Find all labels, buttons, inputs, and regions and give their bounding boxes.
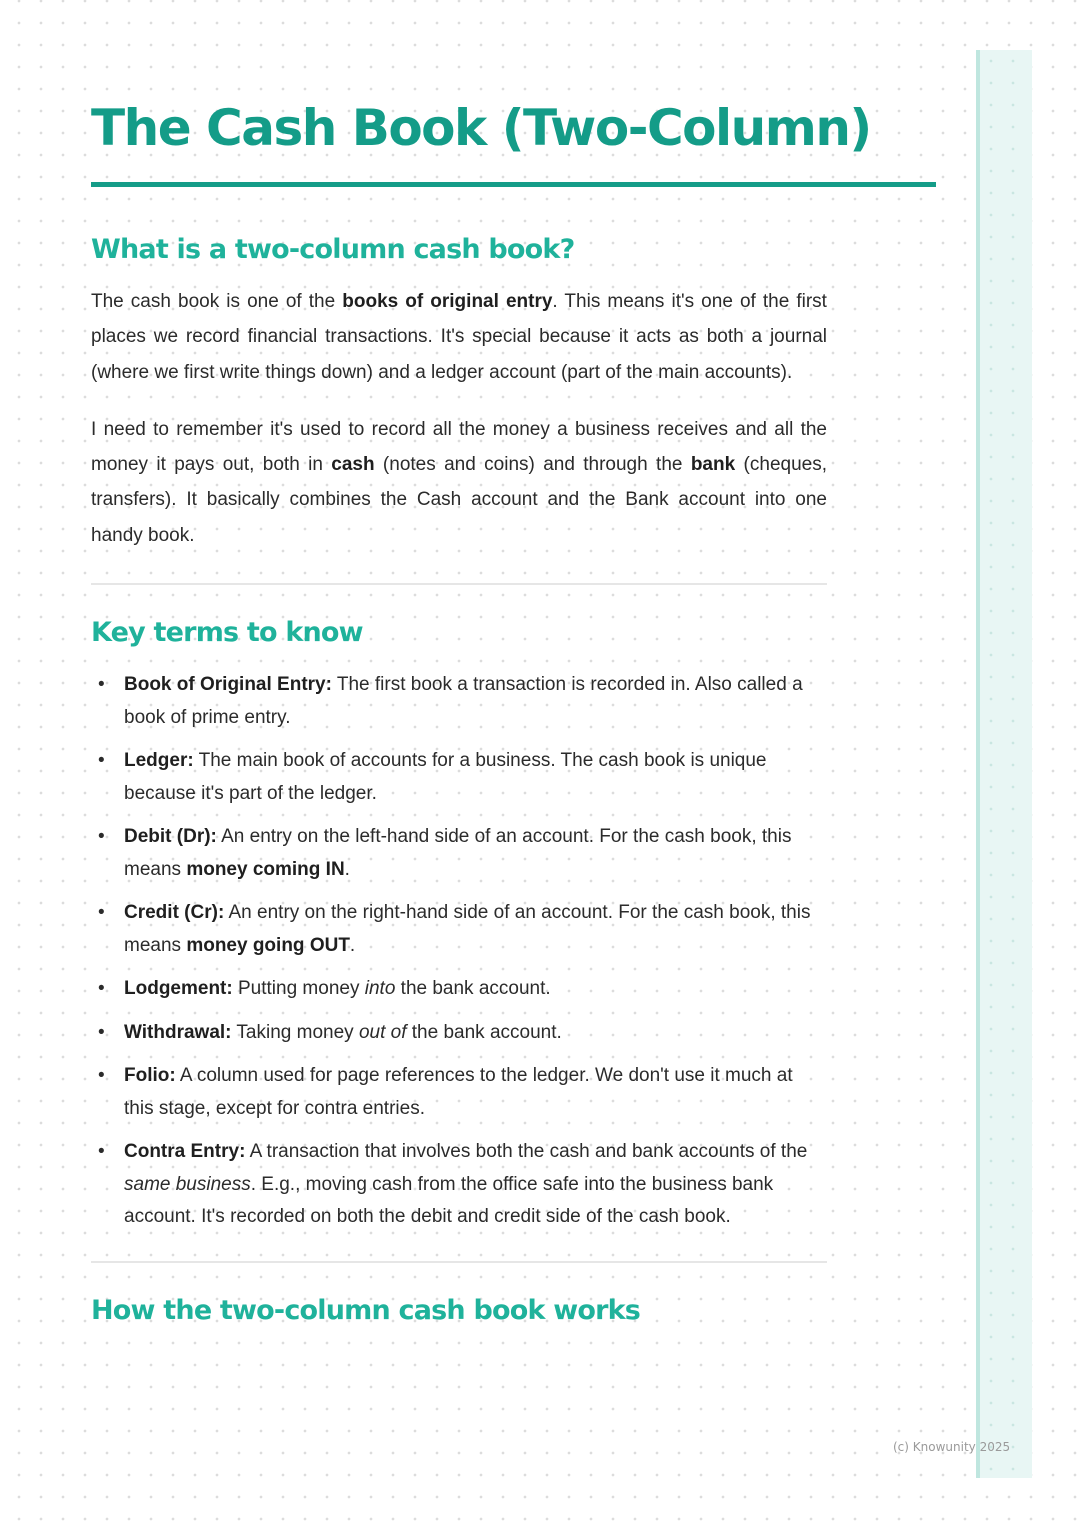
text-run: The cash book is one of the xyxy=(91,291,343,312)
list-item xyxy=(91,973,827,1006)
section-heading-what-is: What is a two-column cash book? xyxy=(91,234,575,265)
bold-text: Folio: xyxy=(124,1065,176,1087)
list-item xyxy=(91,897,827,962)
bold-text: Credit (Cr): xyxy=(124,902,225,924)
bullet-icon: • xyxy=(98,902,105,924)
text-run: . E.g., moving cash from the office safe into the business bank account. It's recorded on both the debit and credit side of the cash book. xyxy=(124,1173,774,1228)
text-run: I need to remember it's used to record all the money a business receives and all the money it pays out, both in xyxy=(91,418,827,476)
section-heading-key-terms: Key terms to know xyxy=(91,617,363,649)
text-run: (cheques, transfers). It basically combines the Cash account and the Bank account into one handy book. xyxy=(91,454,827,546)
term-text xyxy=(124,978,551,999)
list-item xyxy=(91,1017,827,1050)
text-run: . xyxy=(349,934,356,956)
section-key-terms xyxy=(91,611,827,1234)
title-underline xyxy=(91,182,936,187)
term-text xyxy=(124,750,767,804)
term-text xyxy=(124,1141,807,1227)
section-what-is xyxy=(91,228,827,553)
page-title: The Cash Book (Two-Column) xyxy=(91,99,871,157)
bullet-icon: • xyxy=(98,750,105,772)
bold-text: money coming IN xyxy=(186,858,345,880)
text-run: An entry on the left-hand side of an account. For the cash book, this means xyxy=(124,826,792,880)
list-item xyxy=(91,1136,827,1234)
paragraph xyxy=(91,284,827,390)
text-run: the bank account. xyxy=(395,978,551,1000)
text-run: . This means it's one of the first places we record financial transactions. It's special because it acts as both a journal (where we first write things down) and a ledger account (part of the main accounts). xyxy=(91,291,827,383)
section-divider xyxy=(91,1261,827,1263)
key-terms-list xyxy=(91,669,827,1234)
term-text xyxy=(124,826,791,880)
text-run: A transaction that involves both the cash and bank accounts of the xyxy=(245,1141,808,1163)
bullet-icon: • xyxy=(98,1021,105,1043)
bold-text: books of original entry xyxy=(342,291,553,312)
bold-text: money going OUT xyxy=(186,934,350,956)
text-run: Taking money xyxy=(231,1021,359,1043)
copyright-notice: (c) Knowunity 2025 xyxy=(893,1440,1011,1454)
text-run: Putting money xyxy=(232,978,365,1000)
italic-text: out of xyxy=(358,1021,407,1043)
bullet-icon: • xyxy=(98,978,105,1000)
text-run: A column used for page references to the ledger. We don't use it much at this stage, except for contra entries. xyxy=(124,1065,793,1119)
text-run: . xyxy=(344,858,350,880)
list-item xyxy=(91,821,827,886)
text-run: the bank account. xyxy=(406,1021,562,1043)
content-body xyxy=(91,228,827,1333)
term-text xyxy=(124,1065,793,1119)
section-how-it-works xyxy=(91,1289,827,1333)
bullet-icon: • xyxy=(98,1065,105,1087)
term-text xyxy=(124,1022,562,1043)
term-text xyxy=(124,902,810,956)
bold-text: Lodgement: xyxy=(124,978,233,1000)
bullet-icon: • xyxy=(98,674,105,696)
bold-text: Ledger: xyxy=(124,750,194,772)
bold-text: bank xyxy=(690,454,736,476)
text-run: The main book of accounts for a business. The cash book is unique because it's part of the ledger. xyxy=(124,750,767,804)
term-text xyxy=(124,674,803,728)
bullet-icon: • xyxy=(98,826,105,848)
bold-text: Book of Original Entry: xyxy=(124,674,332,696)
bold-text: cash xyxy=(331,454,375,476)
side-margin-panel xyxy=(976,50,1032,1478)
paragraph xyxy=(91,412,827,553)
list-item xyxy=(91,669,827,734)
italic-text: into xyxy=(364,978,396,1000)
text-run: The first book a transaction is recorded in. Also called a book of prime entry. xyxy=(124,674,803,728)
bold-text: Contra Entry: xyxy=(124,1141,246,1163)
italic-text: same business xyxy=(124,1173,251,1195)
list-item xyxy=(91,745,827,810)
bullet-icon: • xyxy=(98,1141,105,1163)
section-heading-how-it-works: How the two-column cash book works xyxy=(91,1294,641,1326)
text-run: (notes and coins) and through the xyxy=(374,454,691,476)
bold-text: Debit (Dr): xyxy=(124,826,217,848)
text-run: An entry on the right-hand side of an account. For the cash book, this means xyxy=(124,902,811,956)
section-divider xyxy=(91,583,827,585)
list-item xyxy=(91,1060,827,1125)
bold-text: Withdrawal: xyxy=(124,1021,232,1043)
